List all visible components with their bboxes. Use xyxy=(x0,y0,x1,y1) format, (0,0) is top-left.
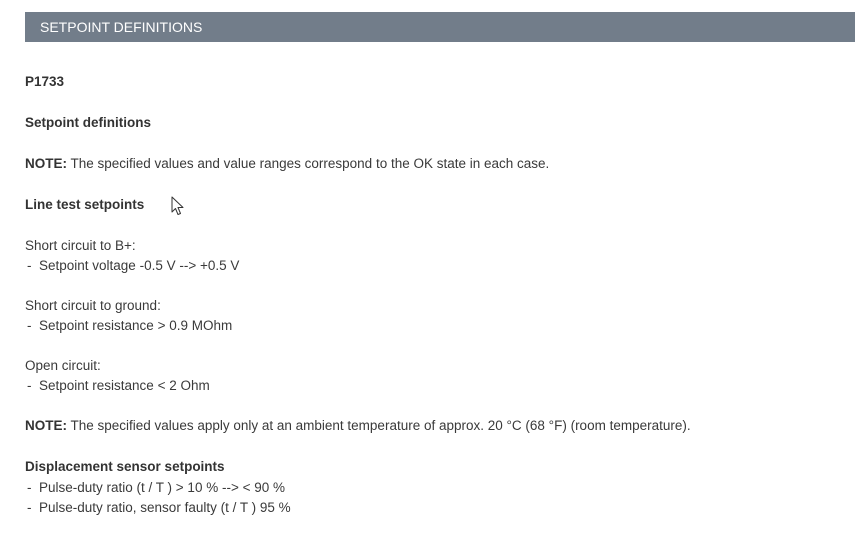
list-item xyxy=(27,499,291,517)
list-item-text: Pulse-duty ratio, sensor faulty (t / T ) 95 % xyxy=(39,500,291,515)
line-test-heading: Line test setpoints xyxy=(25,197,145,212)
note-1 xyxy=(25,155,549,173)
bullet-marker: - xyxy=(27,318,32,333)
bullet-marker: - xyxy=(27,378,32,393)
list-item xyxy=(27,317,232,335)
list-item xyxy=(27,479,285,497)
bullet-marker: - xyxy=(27,258,32,273)
note-2-label: NOTE: xyxy=(25,418,67,433)
note-1-text: The specified values and value ranges correspond to the OK state in each case. xyxy=(67,156,550,171)
section-header xyxy=(25,12,855,42)
doc-heading: Setpoint definitions xyxy=(25,115,151,130)
mouse-pointer-icon xyxy=(171,196,185,216)
short-b-label: Short circuit to B+: xyxy=(25,238,136,253)
list-item xyxy=(27,257,239,275)
short-ground-label: Short circuit to ground: xyxy=(25,298,161,313)
list-item xyxy=(27,377,210,395)
note-2-text: The specified values apply only at an ambient temperature of approx. 20 °C (68 °F) (room temperature). xyxy=(67,418,691,433)
bullet-marker: - xyxy=(27,500,32,515)
list-item-text: Pulse-duty ratio (t / T ) > 10 % --> < 90 % xyxy=(39,480,285,495)
code-label: P1733 xyxy=(25,74,65,89)
bullet-marker: - xyxy=(27,480,32,495)
note-1-label: NOTE: xyxy=(25,156,67,171)
section-title: SETPOINT DEFINITIONS xyxy=(40,19,203,35)
displacement-heading: Displacement sensor setpoints xyxy=(25,459,225,474)
list-item-text: Setpoint resistance < 2 Ohm xyxy=(39,378,210,393)
open-circuit-label: Open circuit: xyxy=(25,358,101,373)
list-item-text: Setpoint resistance > 0.9 MOhm xyxy=(39,318,233,333)
note-2 xyxy=(25,417,691,435)
list-item-text: Setpoint voltage -0.5 V --> +0.5 V xyxy=(39,258,240,273)
